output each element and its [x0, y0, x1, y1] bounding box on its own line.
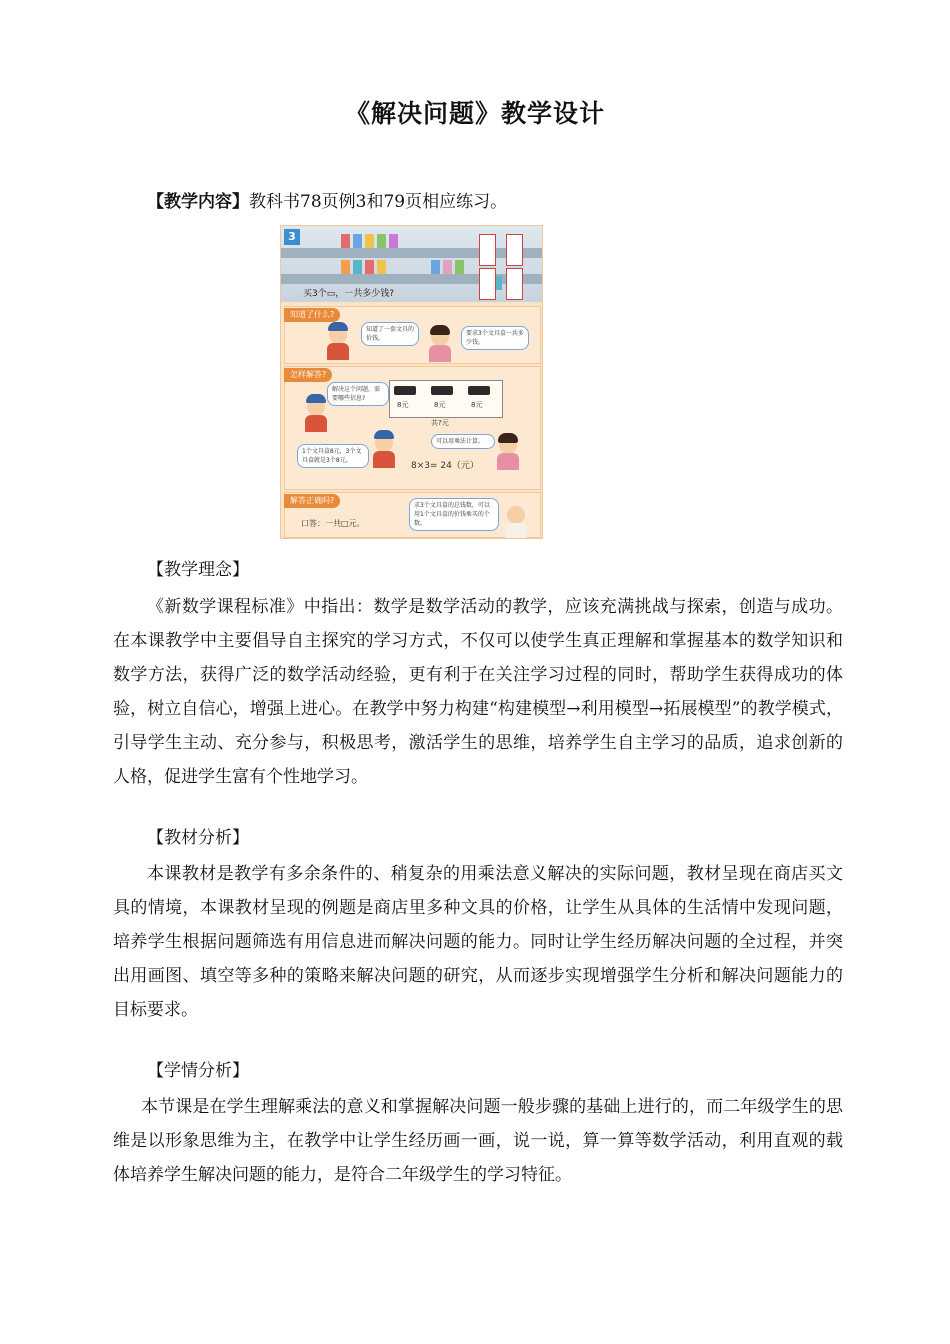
page-title: 《解决问题》教学设计	[344, 99, 605, 128]
price-label: 8元	[434, 401, 446, 409]
section-heading-material: 【教材分析】	[147, 828, 249, 848]
section-body-students: 本节课是在学生理解乘法的意义和掌握解决问题一般步骤的基础上进行的，而二年级学生的思维是以形象思维为主，在教学中让学生经历画一画，说一说，算一算等数学活动，利用直观的载体培养学生解决问题的能力，是符合二年级学生的学习特征。	[113, 1097, 843, 1185]
textbook-illustration	[280, 225, 543, 539]
girl-illustration	[495, 432, 521, 470]
price-tag	[479, 234, 496, 266]
pencil-box-icon	[468, 386, 490, 395]
tab-know: 知道了什么?	[284, 308, 340, 322]
teaching-content-line	[147, 189, 507, 215]
section-body-material: 本课教材是教学有多余条件的、稍复杂的用乘法意义解决的实际问题，教材呈现在商店买文具的情境，本课教材呈现的例题是商店里多种文具的价格，让学生从具体的生活情中发现问题，培养学生根据问题筛选有用信息进而解决问题的能力。同时让学生经历解决问题的全过程，并突出用画图、填空等多种的策略来解决问题的研究，从而逐步实现增强学生分析和解决问题能力的目标要求。	[113, 864, 843, 1020]
tab-how: 怎样解答?	[284, 368, 332, 382]
answer-line: 口答：一共□元。	[301, 519, 365, 528]
speech-bubble: 求3个文具盒的总钱数，可以用1个文具盒的价钱乘买的个数。	[409, 498, 499, 531]
total-label: 共?元	[431, 419, 449, 427]
angel-illustration	[503, 502, 529, 539]
boy-illustration	[303, 394, 329, 432]
speech-bubble: 要求3个文具盒一共多少钱。	[461, 326, 529, 350]
equation: 8×3= 24（元）	[411, 461, 479, 471]
boy-illustration	[325, 322, 351, 360]
example-question: 买3个▭，一共多少钱?	[303, 289, 395, 299]
example-number-badge: 3	[284, 229, 300, 245]
price-label: 8元	[471, 401, 483, 409]
section-body-philosophy: 《新数学课程标准》中指出：数学是数学活动的教学，应该充满挑战与探索，创造与成功。在本课教学中主要倡导自主探究的学习方式，不仅可以使学生真正理解和掌握基本的数学知识和数学方法，获得广泛的数学活动经验，更有利于在关注学习过程的同时，帮助学生获得成功的体验，树立自信心，增强上进心。在教学中努力构建“构建模型→利用模型→拓展模型”的教学模式，引导学生主动、充分参与，积极思考，激活学生的思维，培养学生自主学习的品质，追求创新的人格，促进学生富有个性地学习。	[113, 597, 843, 787]
price-tag	[506, 268, 523, 300]
price-tag	[506, 234, 523, 266]
pencil-box-icon	[431, 386, 453, 395]
teaching-content-text: 教科书78页例3和79页相应练习。	[249, 192, 508, 212]
store-shelf-scene	[281, 226, 542, 302]
price-label: 8元	[397, 401, 409, 409]
teaching-content-label: 【教学内容】	[147, 192, 249, 212]
speech-bubble: 1个文具盒8元，3个文具盒就是3个8元。	[297, 444, 369, 468]
boy-illustration	[371, 430, 397, 468]
section-heading-students: 【学情分析】	[147, 1061, 249, 1081]
speech-bubble: 解决这个问题，需要哪些信息?	[327, 382, 389, 406]
girl-illustration	[427, 324, 453, 362]
section-heading-philosophy: 【教学理念】	[147, 560, 249, 580]
tab-check: 解答正确吗?	[284, 494, 340, 508]
pencil-box-icon	[394, 386, 416, 395]
speech-bubble: 可以用乘法计算。	[431, 434, 495, 449]
speech-bubble: 知道了一套文具的价钱。	[361, 322, 419, 346]
price-tag	[479, 268, 496, 300]
